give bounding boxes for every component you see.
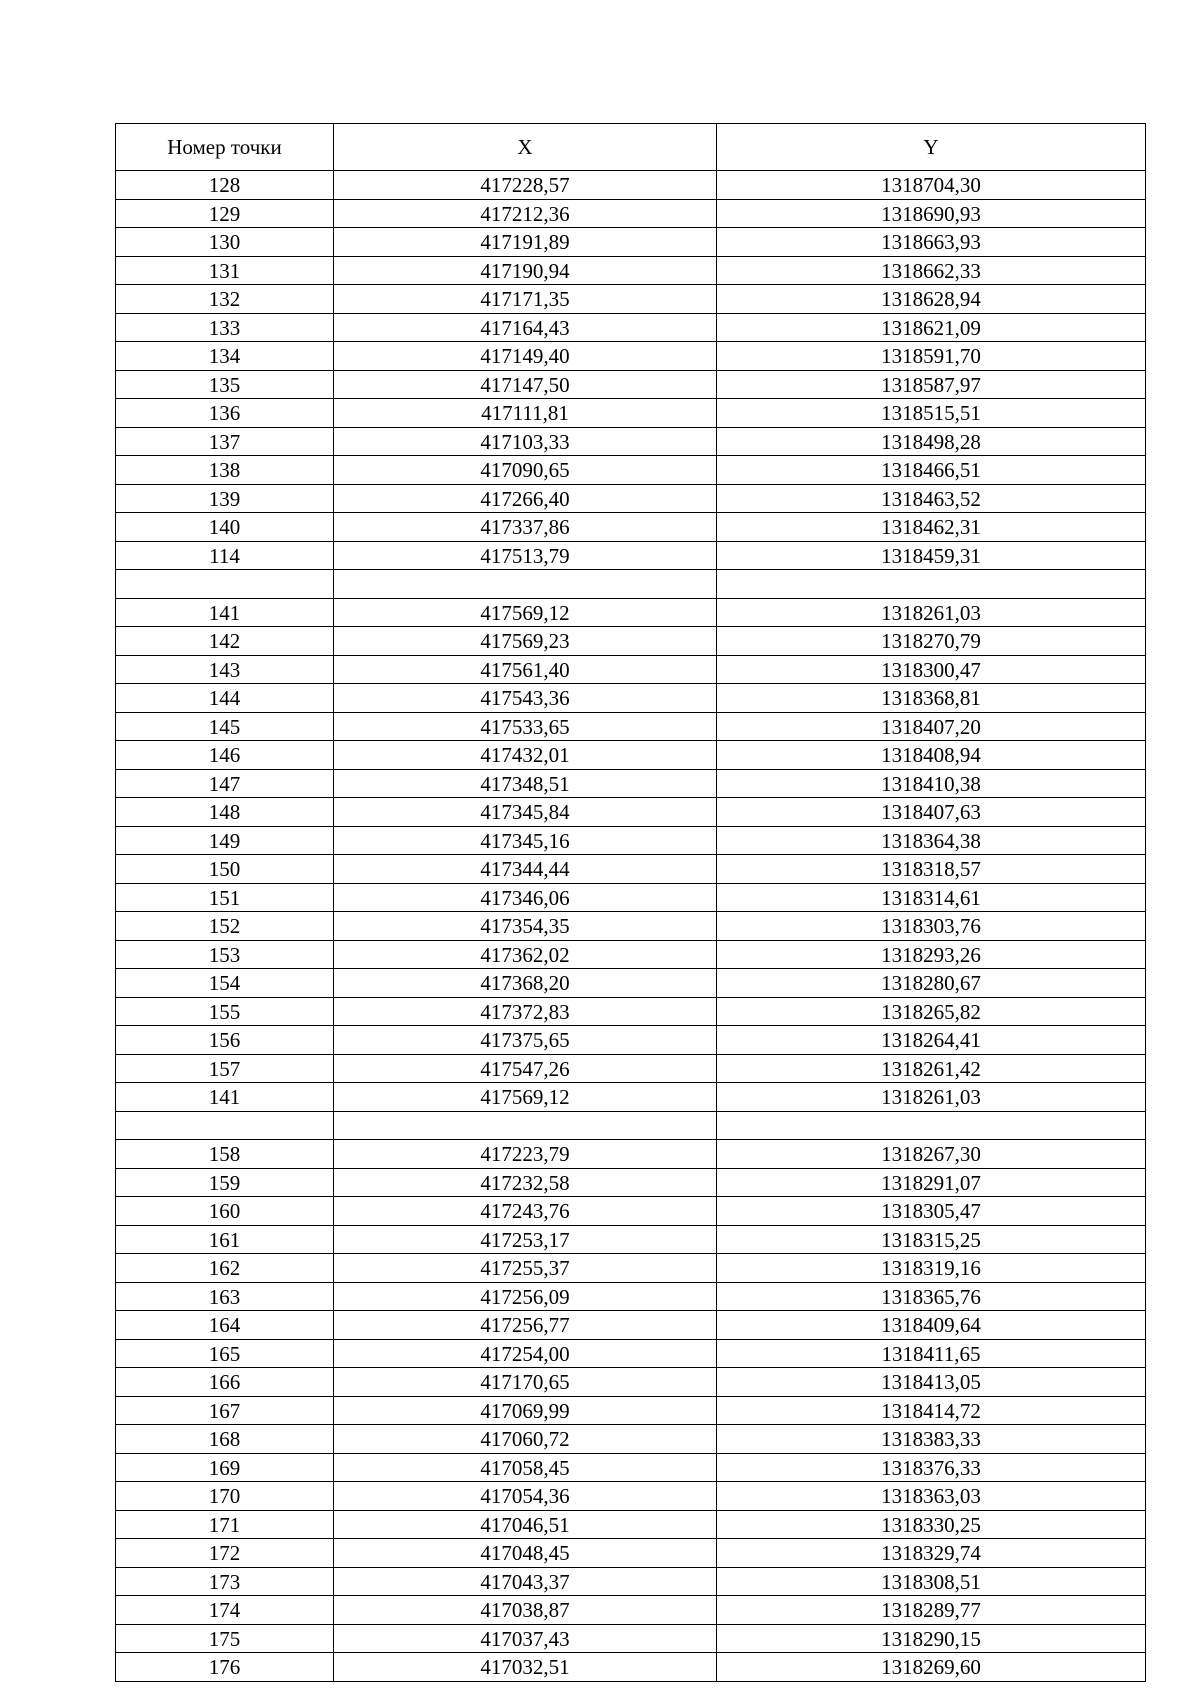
table-row <box>116 370 1146 399</box>
header-y: Y <box>717 124 1146 171</box>
table-row <box>116 1396 1146 1425</box>
y-coordinate-cell: 1318498,28 <box>717 427 1146 456</box>
y-coordinate-cell: 1318368,81 <box>717 684 1146 713</box>
point-number-cell: 143 <box>116 655 334 684</box>
table-row <box>116 598 1146 627</box>
point-number-cell: 164 <box>116 1311 334 1340</box>
point-number-cell: 147 <box>116 769 334 798</box>
y-coordinate-cell: 1318515,51 <box>717 399 1146 428</box>
point-number-cell: 169 <box>116 1453 334 1482</box>
x-coordinate-cell: 417253,17 <box>334 1225 717 1254</box>
header-row <box>116 124 1146 171</box>
table-row <box>116 1026 1146 1055</box>
y-coordinate-cell: 1318463,52 <box>717 484 1146 513</box>
table-row <box>116 712 1146 741</box>
point-number-cell: 149 <box>116 826 334 855</box>
x-coordinate-cell: 417354,35 <box>334 912 717 941</box>
point-number-cell: 165 <box>116 1339 334 1368</box>
point-number-cell: 150 <box>116 855 334 884</box>
table-row <box>116 456 1146 485</box>
table-row <box>116 1596 1146 1625</box>
y-coordinate-cell: 1318315,25 <box>717 1225 1146 1254</box>
y-coordinate-cell: 1318690,93 <box>717 199 1146 228</box>
y-coordinate-cell <box>717 570 1146 599</box>
point-number-cell: 153 <box>116 940 334 969</box>
y-coordinate-cell: 1318462,31 <box>717 513 1146 542</box>
y-coordinate-cell: 1318293,26 <box>717 940 1146 969</box>
table-row <box>116 513 1146 542</box>
x-coordinate-cell: 417232,58 <box>334 1168 717 1197</box>
y-coordinate-cell: 1318289,77 <box>717 1596 1146 1625</box>
point-number-cell: 167 <box>116 1396 334 1425</box>
x-coordinate-cell: 417543,36 <box>334 684 717 713</box>
point-number-cell: 141 <box>116 1083 334 1112</box>
x-coordinate-cell: 417046,51 <box>334 1510 717 1539</box>
x-coordinate-cell: 417256,09 <box>334 1282 717 1311</box>
table-row <box>116 1140 1146 1169</box>
point-number-cell: 138 <box>116 456 334 485</box>
point-number-cell: 148 <box>116 798 334 827</box>
x-coordinate-cell: 417060,72 <box>334 1425 717 1454</box>
y-coordinate-cell: 1318269,60 <box>717 1653 1146 1682</box>
point-number-cell: 163 <box>116 1282 334 1311</box>
point-number-cell: 174 <box>116 1596 334 1625</box>
y-coordinate-cell: 1318628,94 <box>717 285 1146 314</box>
y-coordinate-cell: 1318413,05 <box>717 1368 1146 1397</box>
y-coordinate-cell: 1318383,33 <box>717 1425 1146 1454</box>
point-number-cell: 136 <box>116 399 334 428</box>
point-number-cell: 155 <box>116 997 334 1026</box>
y-coordinate-cell: 1318409,64 <box>717 1311 1146 1340</box>
y-coordinate-cell: 1318662,33 <box>717 256 1146 285</box>
point-number-cell: 170 <box>116 1482 334 1511</box>
table-row <box>116 228 1146 257</box>
point-number-cell: 141 <box>116 598 334 627</box>
x-coordinate-cell: 417569,12 <box>334 1083 717 1112</box>
y-coordinate-cell: 1318410,38 <box>717 769 1146 798</box>
table-row <box>116 1282 1146 1311</box>
table-row <box>116 285 1146 314</box>
x-coordinate-cell: 417266,40 <box>334 484 717 513</box>
point-number-cell: 131 <box>116 256 334 285</box>
table-row <box>116 1168 1146 1197</box>
y-coordinate-cell: 1318261,42 <box>717 1054 1146 1083</box>
table-row <box>116 1510 1146 1539</box>
x-coordinate-cell: 417037,43 <box>334 1624 717 1653</box>
point-number-cell: 157 <box>116 1054 334 1083</box>
table-row <box>116 1425 1146 1454</box>
x-coordinate-cell: 417090,65 <box>334 456 717 485</box>
point-number-cell: 137 <box>116 427 334 456</box>
point-number-cell: 128 <box>116 171 334 200</box>
x-coordinate-cell: 417346,06 <box>334 883 717 912</box>
table-row <box>116 997 1146 1026</box>
table-row <box>116 171 1146 200</box>
table-row <box>116 199 1146 228</box>
x-coordinate-cell: 417345,16 <box>334 826 717 855</box>
point-number-cell: 151 <box>116 883 334 912</box>
table-row <box>116 826 1146 855</box>
point-number-cell: 146 <box>116 741 334 770</box>
table-row <box>116 399 1146 428</box>
x-coordinate-cell: 417362,02 <box>334 940 717 969</box>
point-number-cell: 135 <box>116 370 334 399</box>
y-coordinate-cell: 1318280,67 <box>717 969 1146 998</box>
point-number-cell: 158 <box>116 1140 334 1169</box>
point-number-cell: 159 <box>116 1168 334 1197</box>
table-row <box>116 256 1146 285</box>
table-row <box>116 912 1146 941</box>
point-number-cell: 175 <box>116 1624 334 1653</box>
table-body <box>116 171 1146 1682</box>
x-coordinate-cell: 417038,87 <box>334 1596 717 1625</box>
table-row <box>116 1339 1146 1368</box>
point-number-cell: 162 <box>116 1254 334 1283</box>
point-number-cell: 132 <box>116 285 334 314</box>
table-row <box>116 940 1146 969</box>
x-coordinate-cell: 417348,51 <box>334 769 717 798</box>
y-coordinate-cell: 1318261,03 <box>717 598 1146 627</box>
x-coordinate-cell: 417254,00 <box>334 1339 717 1368</box>
x-coordinate-cell: 417228,57 <box>334 171 717 200</box>
table-row <box>116 655 1146 684</box>
x-coordinate-cell: 417344,44 <box>334 855 717 884</box>
table-row <box>116 1054 1146 1083</box>
table-row <box>116 1368 1146 1397</box>
x-coordinate-cell: 417170,65 <box>334 1368 717 1397</box>
x-coordinate-cell: 417243,76 <box>334 1197 717 1226</box>
point-number-cell: 172 <box>116 1539 334 1568</box>
table-row <box>116 484 1146 513</box>
x-coordinate-cell: 417103,33 <box>334 427 717 456</box>
x-coordinate-cell: 417561,40 <box>334 655 717 684</box>
table-row <box>116 541 1146 570</box>
table-row <box>116 798 1146 827</box>
x-coordinate-cell: 417372,83 <box>334 997 717 1026</box>
x-coordinate-cell: 417345,84 <box>334 798 717 827</box>
x-coordinate-cell: 417149,40 <box>334 342 717 371</box>
x-coordinate-cell: 417569,23 <box>334 627 717 656</box>
y-coordinate-cell: 1318290,15 <box>717 1624 1146 1653</box>
y-coordinate-cell: 1318318,57 <box>717 855 1146 884</box>
y-coordinate-cell: 1318267,30 <box>717 1140 1146 1169</box>
x-coordinate-cell: 417032,51 <box>334 1653 717 1682</box>
table-row <box>116 1083 1146 1112</box>
table-header <box>116 124 1146 171</box>
y-coordinate-cell: 1318261,03 <box>717 1083 1146 1112</box>
y-coordinate-cell <box>717 1111 1146 1140</box>
y-coordinate-cell: 1318587,97 <box>717 370 1146 399</box>
table-row <box>116 769 1146 798</box>
table-row <box>116 969 1146 998</box>
y-coordinate-cell: 1318329,74 <box>717 1539 1146 1568</box>
x-coordinate-cell: 417569,12 <box>334 598 717 627</box>
x-coordinate-cell: 417547,26 <box>334 1054 717 1083</box>
point-number-cell: 161 <box>116 1225 334 1254</box>
x-coordinate-cell: 417171,35 <box>334 285 717 314</box>
y-coordinate-cell: 1318363,03 <box>717 1482 1146 1511</box>
x-coordinate-cell: 417048,45 <box>334 1539 717 1568</box>
y-coordinate-cell: 1318330,25 <box>717 1510 1146 1539</box>
table-row <box>116 883 1146 912</box>
point-number-cell: 166 <box>116 1368 334 1397</box>
y-coordinate-cell: 1318319,16 <box>717 1254 1146 1283</box>
x-coordinate-cell: 417054,36 <box>334 1482 717 1511</box>
y-coordinate-cell: 1318305,47 <box>717 1197 1146 1226</box>
point-number-cell: 142 <box>116 627 334 656</box>
point-number-cell: 154 <box>116 969 334 998</box>
x-coordinate-cell: 417375,65 <box>334 1026 717 1055</box>
y-coordinate-cell: 1318365,76 <box>717 1282 1146 1311</box>
y-coordinate-cell: 1318407,20 <box>717 712 1146 741</box>
header-point-number: Номер точки <box>116 124 334 171</box>
point-number-cell <box>116 570 334 599</box>
x-coordinate-cell: 417212,36 <box>334 199 717 228</box>
table-row <box>116 342 1146 371</box>
header-x: X <box>334 124 717 171</box>
table-row <box>116 1653 1146 1682</box>
table-row <box>116 1197 1146 1226</box>
y-coordinate-cell: 1318411,65 <box>717 1339 1146 1368</box>
point-number-cell: 176 <box>116 1653 334 1682</box>
table-row <box>116 1254 1146 1283</box>
y-coordinate-cell: 1318621,09 <box>717 313 1146 342</box>
x-coordinate-cell: 417255,37 <box>334 1254 717 1283</box>
x-coordinate-cell: 417164,43 <box>334 313 717 342</box>
point-number-cell: 168 <box>116 1425 334 1454</box>
x-coordinate-cell: 417368,20 <box>334 969 717 998</box>
x-coordinate-cell: 417190,94 <box>334 256 717 285</box>
point-number-cell: 130 <box>116 228 334 257</box>
point-number-cell: 145 <box>116 712 334 741</box>
y-coordinate-cell: 1318414,72 <box>717 1396 1146 1425</box>
table-row <box>116 1225 1146 1254</box>
x-coordinate-cell: 417069,99 <box>334 1396 717 1425</box>
x-coordinate-cell: 417337,86 <box>334 513 717 542</box>
x-coordinate-cell <box>334 570 717 599</box>
table-row <box>116 1453 1146 1482</box>
point-number-cell: 114 <box>116 541 334 570</box>
table-row <box>116 1624 1146 1653</box>
point-number-cell: 140 <box>116 513 334 542</box>
point-number-cell: 139 <box>116 484 334 513</box>
y-coordinate-cell: 1318407,63 <box>717 798 1146 827</box>
x-coordinate-cell: 417432,01 <box>334 741 717 770</box>
point-number-cell: 171 <box>116 1510 334 1539</box>
y-coordinate-cell: 1318314,61 <box>717 883 1146 912</box>
table-row <box>116 427 1146 456</box>
table-row <box>116 1111 1146 1140</box>
y-coordinate-cell: 1318265,82 <box>717 997 1146 1026</box>
x-coordinate-cell: 417256,77 <box>334 1311 717 1340</box>
coordinates-table <box>115 123 1146 1682</box>
y-coordinate-cell: 1318308,51 <box>717 1567 1146 1596</box>
y-coordinate-cell: 1318663,93 <box>717 228 1146 257</box>
table-row <box>116 570 1146 599</box>
table-row <box>116 313 1146 342</box>
x-coordinate-cell <box>334 1111 717 1140</box>
y-coordinate-cell: 1318303,76 <box>717 912 1146 941</box>
y-coordinate-cell: 1318408,94 <box>717 741 1146 770</box>
point-number-cell: 173 <box>116 1567 334 1596</box>
point-number-cell: 129 <box>116 199 334 228</box>
x-coordinate-cell: 417111,81 <box>334 399 717 428</box>
y-coordinate-cell: 1318376,33 <box>717 1453 1146 1482</box>
x-coordinate-cell: 417147,50 <box>334 370 717 399</box>
x-coordinate-cell: 417191,89 <box>334 228 717 257</box>
y-coordinate-cell: 1318704,30 <box>717 171 1146 200</box>
table-row <box>116 627 1146 656</box>
x-coordinate-cell: 417223,79 <box>334 1140 717 1169</box>
y-coordinate-cell: 1318264,41 <box>717 1026 1146 1055</box>
point-number-cell: 133 <box>116 313 334 342</box>
y-coordinate-cell: 1318459,31 <box>717 541 1146 570</box>
table-row <box>116 1311 1146 1340</box>
point-number-cell <box>116 1111 334 1140</box>
y-coordinate-cell: 1318300,47 <box>717 655 1146 684</box>
y-coordinate-cell: 1318466,51 <box>717 456 1146 485</box>
y-coordinate-cell: 1318270,79 <box>717 627 1146 656</box>
x-coordinate-cell: 417533,65 <box>334 712 717 741</box>
point-number-cell: 134 <box>116 342 334 371</box>
y-coordinate-cell: 1318591,70 <box>717 342 1146 371</box>
table-row <box>116 684 1146 713</box>
table-row <box>116 741 1146 770</box>
point-number-cell: 144 <box>116 684 334 713</box>
table-row <box>116 1482 1146 1511</box>
y-coordinate-cell: 1318291,07 <box>717 1168 1146 1197</box>
x-coordinate-cell: 417043,37 <box>334 1567 717 1596</box>
table-row <box>116 1567 1146 1596</box>
table-row <box>116 1539 1146 1568</box>
x-coordinate-cell: 417058,45 <box>334 1453 717 1482</box>
point-number-cell: 152 <box>116 912 334 941</box>
point-number-cell: 156 <box>116 1026 334 1055</box>
y-coordinate-cell: 1318364,38 <box>717 826 1146 855</box>
x-coordinate-cell: 417513,79 <box>334 541 717 570</box>
point-number-cell: 160 <box>116 1197 334 1226</box>
table-row <box>116 855 1146 884</box>
